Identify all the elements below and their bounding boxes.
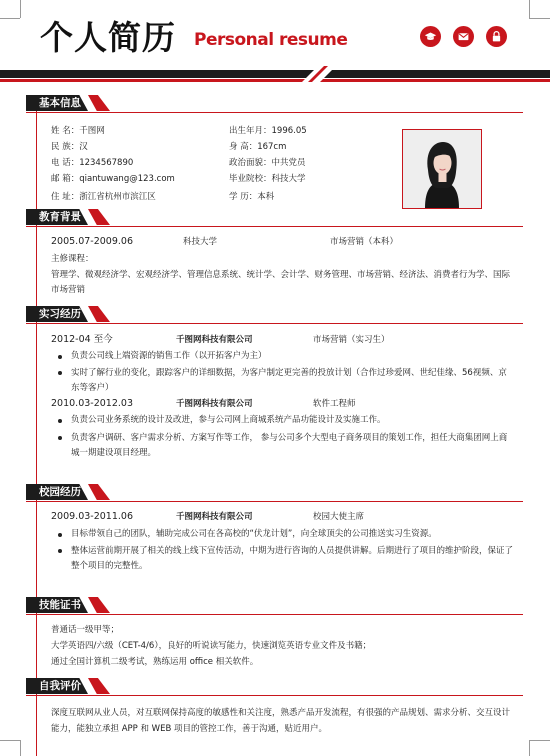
section-tab-accent xyxy=(88,306,110,322)
experience-period: 2010.03-2012.03 xyxy=(51,398,133,409)
education-courses-label: 主修课程： xyxy=(51,254,94,264)
section-rule xyxy=(26,614,523,615)
page-title-english: Personal resume xyxy=(194,30,348,50)
section-tab-accent xyxy=(88,95,110,111)
experience-bullet: 实时了解行业的变化，跟踪客户的详细数据，为客户制定更完善的投放计划（合作过珍爱网、世纪佳缘、56视频、京东等客户） xyxy=(71,368,507,393)
height-field: 身 高：167cm xyxy=(229,142,287,152)
section-rule xyxy=(26,226,523,227)
section-title: 基本信息 xyxy=(39,97,81,109)
experience-role: 软件工程师 xyxy=(313,399,356,409)
experience-bullet: 负责公司线上端资源的销售工作（以开拓客户为主） xyxy=(71,351,267,361)
bullet-point xyxy=(58,419,62,423)
section-tab-accent xyxy=(88,484,110,500)
section-header-evaluation xyxy=(26,678,523,694)
skill-item: 大学英语四/六级（CET-4/6），良好的听说读写能力，快速浏览英语专业文件及书籍； xyxy=(51,641,372,651)
section-rule xyxy=(26,695,523,696)
crop-mark xyxy=(20,0,21,18)
crop-mark xyxy=(529,740,550,741)
crop-mark xyxy=(0,740,20,741)
section-rule xyxy=(26,112,523,113)
crop-mark xyxy=(529,0,530,18)
bullet-point xyxy=(58,549,62,553)
section-title: 技能证书 xyxy=(39,599,81,611)
campus-bullet: 整体运营前期开展了相关的线上线下宣传活动，中期为进行咨询的人员提供讲解。后期进行了项目的维护阶段，保证了整个项目的完整性。 xyxy=(71,546,514,571)
nation-field: 民 族：汉 xyxy=(51,142,88,152)
crop-mark xyxy=(529,18,550,19)
section-title: 教育背景 xyxy=(39,211,81,223)
birth-field: 出生年月：1996.05 xyxy=(229,126,307,136)
campus-period: 2009.03-2011.06 xyxy=(51,511,133,522)
education-period: 2005.07-2009.06 xyxy=(51,236,133,247)
email-field: 邮 箱：qiantuwang@123.com xyxy=(51,174,175,184)
experience-bullet: 负责客户调研、客户需求分析、方案写作等工作， 参与公司多个大型电子商务项目的策划工作，担任大商集团网上商城一期建设项目经理。 xyxy=(71,433,508,458)
campus-role: 校园大使主席 xyxy=(313,512,365,522)
section-tab-accent xyxy=(88,209,110,225)
header-band-dark xyxy=(0,70,550,78)
section-title: 自我评价 xyxy=(39,680,81,692)
mail-icon[interactable] xyxy=(453,26,474,47)
experience-role: 市场营销（实习生） xyxy=(313,335,390,345)
section-header-campus xyxy=(26,484,523,500)
school-field: 毕业院校：科技大学 xyxy=(229,174,306,184)
lock-icon[interactable] xyxy=(486,26,507,47)
section-header-skills xyxy=(26,597,523,613)
politics-field: 政治面貌：中共党员 xyxy=(229,158,306,168)
section-rule xyxy=(26,323,523,324)
experience-period: 2012-04 至今 xyxy=(51,334,113,345)
education-courses: 管理学、微观经济学、宏观经济学、管理信息系统、统计学、会计学、财务管理、市场营销、经济法、消费者行为学、国际市场营销 xyxy=(51,270,511,295)
section-header-basic xyxy=(26,95,523,111)
self-evaluation-text: 深度互联网从业人员，对互联网保持高度的敏感性和关注度，熟悉产品开发流程，有很强的产品规划、需求分析、交互设计能力，能独立承担 APP 和 WEB 项目的管控工作，善于沟通，贴近用户。 xyxy=(51,708,511,734)
section-tab-accent xyxy=(88,597,110,613)
bullet-point xyxy=(58,355,62,359)
section-title: 实习经历 xyxy=(39,308,81,320)
skill-item: 通过全国计算机二级考试，熟练运用 office 相关软件。 xyxy=(51,657,259,667)
bullet-point xyxy=(58,371,62,375)
section-header-experience xyxy=(26,306,523,322)
campus-bullet: 目标带领自己的团队，辅助完成公司在各高校的“伏龙计划”，向全球顶尖的公司推送实习生资源。 xyxy=(71,529,437,539)
phone-field: 电 话：1234567890 xyxy=(51,158,134,168)
degree-field: 学 历：本科 xyxy=(229,192,275,202)
bullet-point xyxy=(58,436,62,440)
campus-company: 千图网科技有限公司 xyxy=(176,512,253,522)
page-title-chinese: 个人简历 xyxy=(40,18,176,57)
crop-mark xyxy=(0,18,20,19)
experience-bullet: 负责公司业务系统的设计及改进，参与公司网上商城系统产品功能设计及实施工作。 xyxy=(71,415,386,425)
timeline-line xyxy=(36,95,37,756)
graduation-cap-icon[interactable] xyxy=(420,26,441,47)
address-field: 住 址：浙江省杭州市滨江区 xyxy=(51,192,156,202)
section-title: 校园经历 xyxy=(39,486,81,498)
header-band-red xyxy=(0,79,550,82)
crop-mark xyxy=(529,740,530,756)
section-header-education xyxy=(26,209,523,225)
bullet-point xyxy=(58,533,62,537)
name-field: 姓 名：千图网 xyxy=(51,126,105,136)
section-rule xyxy=(26,501,523,502)
experience-company: 千图网科技有限公司 xyxy=(176,335,253,345)
section-tab-accent xyxy=(88,678,110,694)
experience-company: 千图网科技有限公司 xyxy=(176,399,253,409)
avatar-photo xyxy=(402,129,482,209)
crop-mark xyxy=(20,740,21,756)
skill-item: 普通话一级甲等； xyxy=(51,625,120,635)
education-school: 科技大学 xyxy=(183,237,218,247)
education-major: 市场营销（本科） xyxy=(330,237,399,247)
